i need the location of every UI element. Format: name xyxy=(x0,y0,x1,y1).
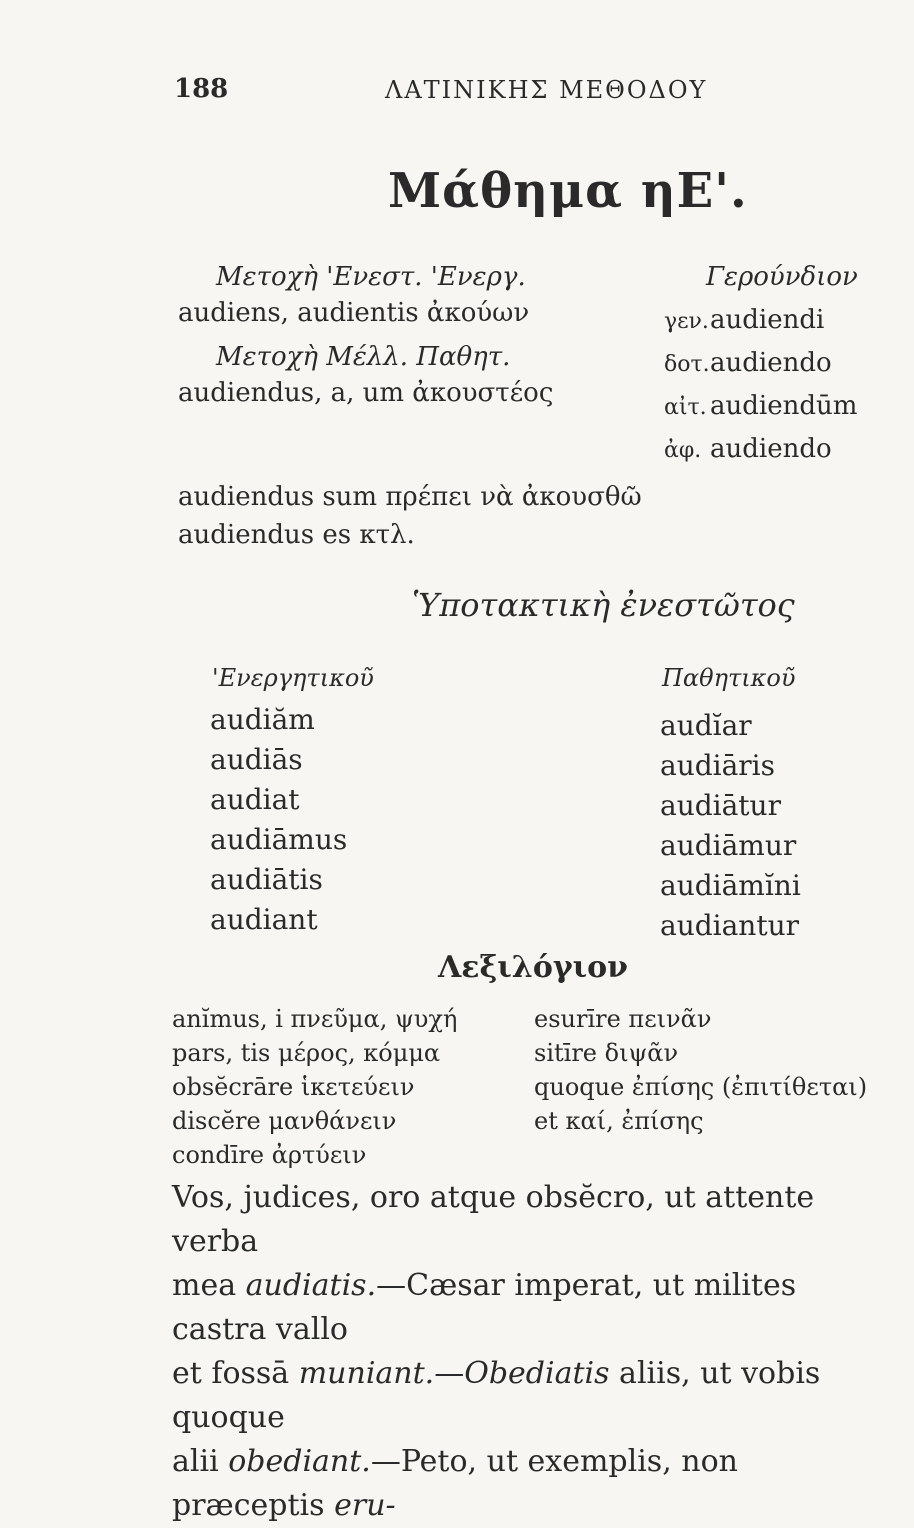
vocabulary-entry: sitīre διψᾶν xyxy=(534,1039,679,1067)
passive-form: audiāmur xyxy=(660,829,797,862)
exercise-verb: audiatis. xyxy=(245,1268,377,1303)
gerund-row xyxy=(664,429,857,472)
vocabulary-entry: obsĕcrāre ἱκετεύειν xyxy=(172,1073,415,1101)
exercise-text: alii xyxy=(172,1444,229,1479)
gerund-row xyxy=(664,343,857,386)
exercise-text: aliis, ut vobis quoque xyxy=(172,1356,821,1435)
gerund-form: audiendo xyxy=(710,348,832,378)
exercise-text: Vos, judices, oro atque obsĕcro, ut attente verba xyxy=(172,1180,815,1259)
vocabulary-entry: quoque ἐπίσης (ἐπιτίθεται) xyxy=(534,1073,868,1101)
subjunctive-title: Ὑποτακτικὴ ἐνεστῶτος xyxy=(412,586,795,624)
gerund-form: audiendo xyxy=(710,434,832,464)
gerund-case: ἀφ. xyxy=(664,438,702,463)
vocabulary-entry: anĭmus, i πνεῦμα, ψυχή xyxy=(172,1005,458,1033)
vocabulary-right-list xyxy=(534,1002,867,1138)
future-participle-form: audiendus, a, um ἀκουστέος xyxy=(178,378,554,408)
active-form: audiāmus xyxy=(210,823,348,856)
gerund-form: audiendūm xyxy=(710,391,858,421)
vocabulary-entry: pars, tis μέρος, κόμμα xyxy=(172,1039,441,1067)
passive-heading: Παθητικοῦ xyxy=(662,664,796,692)
exercise-text: mea xyxy=(172,1268,246,1303)
exercise-verb: muniant. xyxy=(298,1356,435,1391)
gerund-form: audiendi xyxy=(710,305,825,335)
present-participle-form: audiens, audientis ἀκούων xyxy=(178,298,530,328)
lesson-title: Μάθημα ηΕ'. xyxy=(388,163,748,219)
passive-form: audĭar xyxy=(660,709,752,742)
vocabulary-entry: et καί, ἐπίσης xyxy=(534,1107,704,1135)
active-forms-list xyxy=(210,700,347,940)
exercise-verb: eru- xyxy=(334,1488,396,1523)
gerund-row xyxy=(664,300,857,343)
passive-form: audiantur xyxy=(660,909,800,942)
passive-form: audiāmĭni xyxy=(660,869,801,902)
active-form: audiās xyxy=(210,743,303,776)
exercise-text: — xyxy=(434,1356,465,1391)
exercise-text: —Peto, ut exemplis, non præceptis xyxy=(172,1444,738,1523)
passive-form: audiātur xyxy=(660,789,781,822)
active-heading: 'Ενεργητικοῦ xyxy=(212,664,374,692)
exercise-line xyxy=(172,1264,896,1352)
vocabulary-entry: condīre ἀρτύειν xyxy=(172,1141,367,1169)
participle-example-2: audiendus es κτλ. xyxy=(178,520,415,550)
participle-example-1: audiendus sum πρέπει νὰ ἀκουσθῶ xyxy=(178,482,642,512)
present-participle-heading: Μετοχὴ 'Ενεστ. 'Ενεργ. xyxy=(216,262,526,292)
gerund-case: δοτ. xyxy=(664,352,710,377)
gerund-case: αἰτ. xyxy=(664,395,707,420)
gerund-heading: Γερούνδιον xyxy=(706,262,858,292)
exercise-line xyxy=(172,1176,896,1264)
running-title: ΛΑΤΙΝΙΚΗΣ ΜΕΘΟΔΟΥ xyxy=(385,76,708,104)
active-form: audiat xyxy=(210,783,300,816)
gerund-case: γεν. xyxy=(664,309,709,334)
gerund-table xyxy=(664,300,857,472)
page-number: 188 xyxy=(174,74,229,104)
vocabulary-entry: discĕre μανθάνειν xyxy=(172,1107,397,1135)
vocabulary-left-list xyxy=(172,1002,457,1172)
active-form: audiātis xyxy=(210,863,323,896)
exercise-text: et fossā xyxy=(172,1356,299,1391)
vocabulary-entry: esurīre πεινᾶν xyxy=(534,1005,712,1033)
passive-forms-list xyxy=(660,706,801,946)
exercise-verb: Obediatis xyxy=(464,1356,610,1391)
gerund-row xyxy=(664,386,857,429)
exercise-line xyxy=(172,1440,896,1528)
active-form: audiant xyxy=(210,903,318,936)
active-form: audiăm xyxy=(210,703,315,736)
future-participle-heading: Μετοχὴ Μέλλ. Παθητ. xyxy=(216,342,511,372)
passive-form: audiāris xyxy=(660,749,776,782)
exercise-text: —Cæsar imperat, ut milites castra vallo xyxy=(172,1268,797,1347)
vocabulary-title: Λεξιλόγιον xyxy=(438,950,628,985)
exercise-paragraph xyxy=(172,1176,896,1528)
exercise-verb: obediant. xyxy=(228,1444,371,1479)
exercise-line xyxy=(172,1352,896,1440)
